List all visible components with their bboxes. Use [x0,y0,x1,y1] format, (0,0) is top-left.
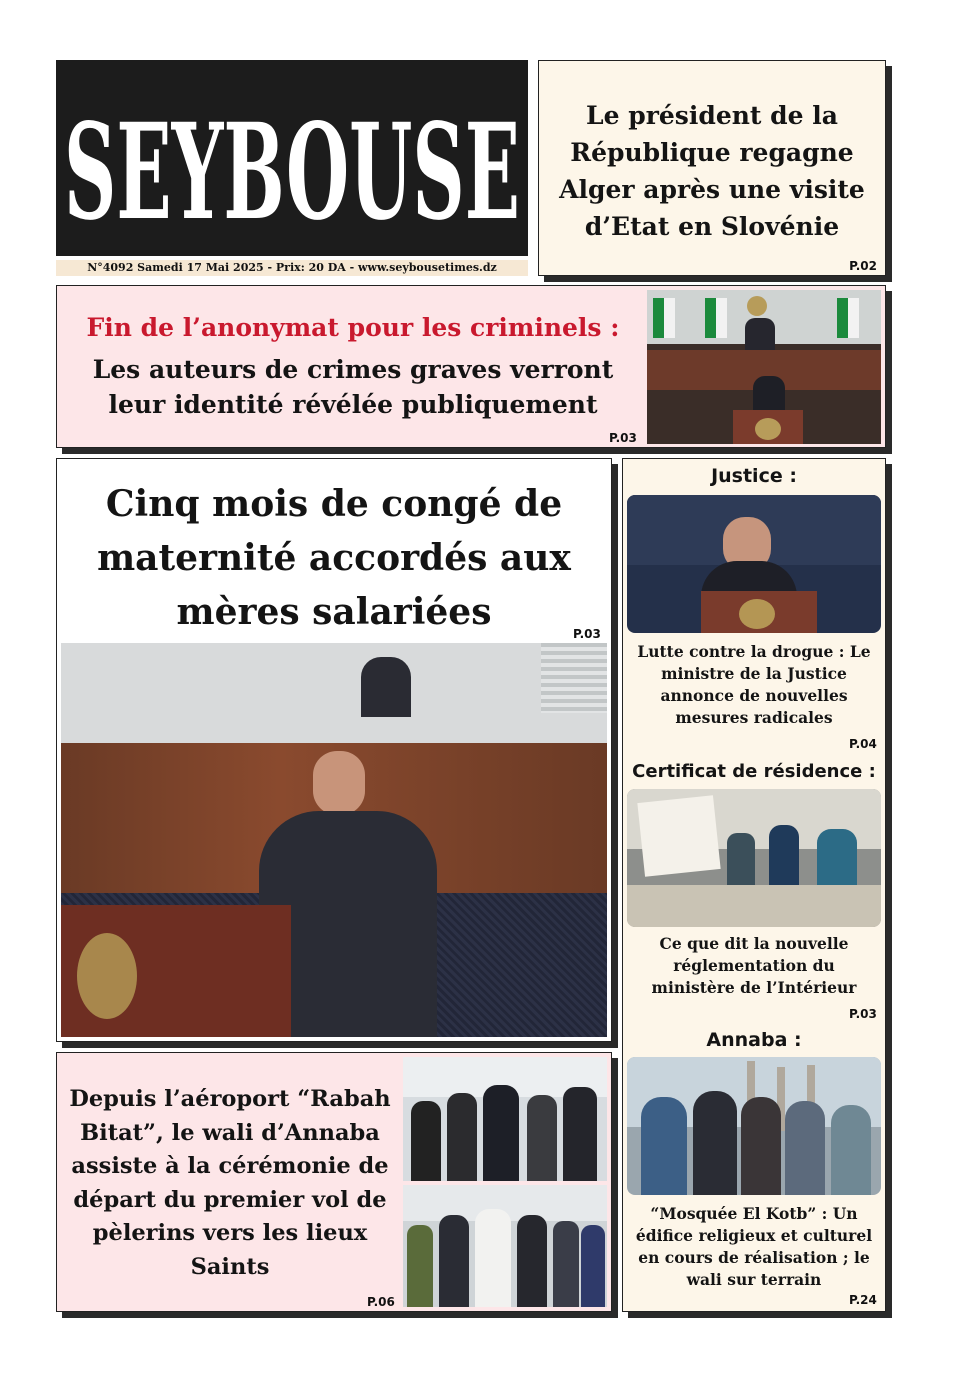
justice-text[interactable]: Lutte contre la drogue : Le ministre de la Justice annonce de nouvelles mesures radicales [637,642,871,727]
sidebar-box [622,458,886,1312]
top-story-page: P.02 [849,259,877,273]
logo-text: SEYBOUSE [64,95,520,232]
assembly-photo[interactable] [647,290,881,444]
airport-photo-top[interactable] [403,1057,607,1181]
criminals-title[interactable]: Fin de l’anonymat pour les criminels : [86,313,620,342]
minister-photo[interactable] [61,643,607,1037]
criminals-story-box[interactable] [56,285,886,448]
airport-story-headline[interactable]: Depuis l’aéroport “Rabah Bitat”, le wali d’Annaba assiste à la cérémonie de départ du premier vol de pèlerins vers les lieux Saints [69,1086,391,1280]
justice-photo[interactable] [627,495,881,633]
main-story-headline[interactable]: Cinq mois de congé de maternité accordés aux mères salariées [97,483,571,633]
main-story-box[interactable] [56,458,612,1042]
criminals-page: P.03 [609,431,637,445]
certificat-page: P.03 [849,1007,877,1021]
masthead [56,60,528,256]
annaba-kicker: Annaba : [706,1029,802,1051]
main-story-page: P.03 [573,627,601,641]
certificat-text[interactable]: Ce que dit la nouvelle réglementation du ministère de l’Intérieur [651,934,857,997]
justice-page: P.04 [849,737,877,751]
certificat-photo[interactable] [627,789,881,927]
justice-kicker: Justice : [711,465,797,487]
airport-story-box[interactable] [56,1052,612,1312]
annaba-page: P.24 [849,1293,877,1307]
certificat-kicker: Certificat de résidence : [632,761,876,782]
airport-photo-bottom[interactable] [403,1185,607,1307]
airport-story-page: P.06 [367,1295,395,1309]
seybouse-logo [56,60,528,232]
top-story-headline[interactable]: Le président de la République regagne Alger après une visite d’Etat en Slovénie [559,101,865,241]
annaba-text[interactable]: “Mosquée El Kotb” : Un édifice religieux et culturel en cours de réalisation ; le wali sur terrain [635,1204,873,1289]
top-story-box[interactable] [538,60,886,276]
annaba-photo[interactable] [627,1057,881,1195]
criminals-subtitle[interactable]: Les auteurs de crimes graves verront leur identité révélée publiquement [92,355,614,419]
issue-info: N°4092 Samedi 17 Mai 2025 - Prix: 20 DA - www.seybousetimes.dz [56,260,528,276]
